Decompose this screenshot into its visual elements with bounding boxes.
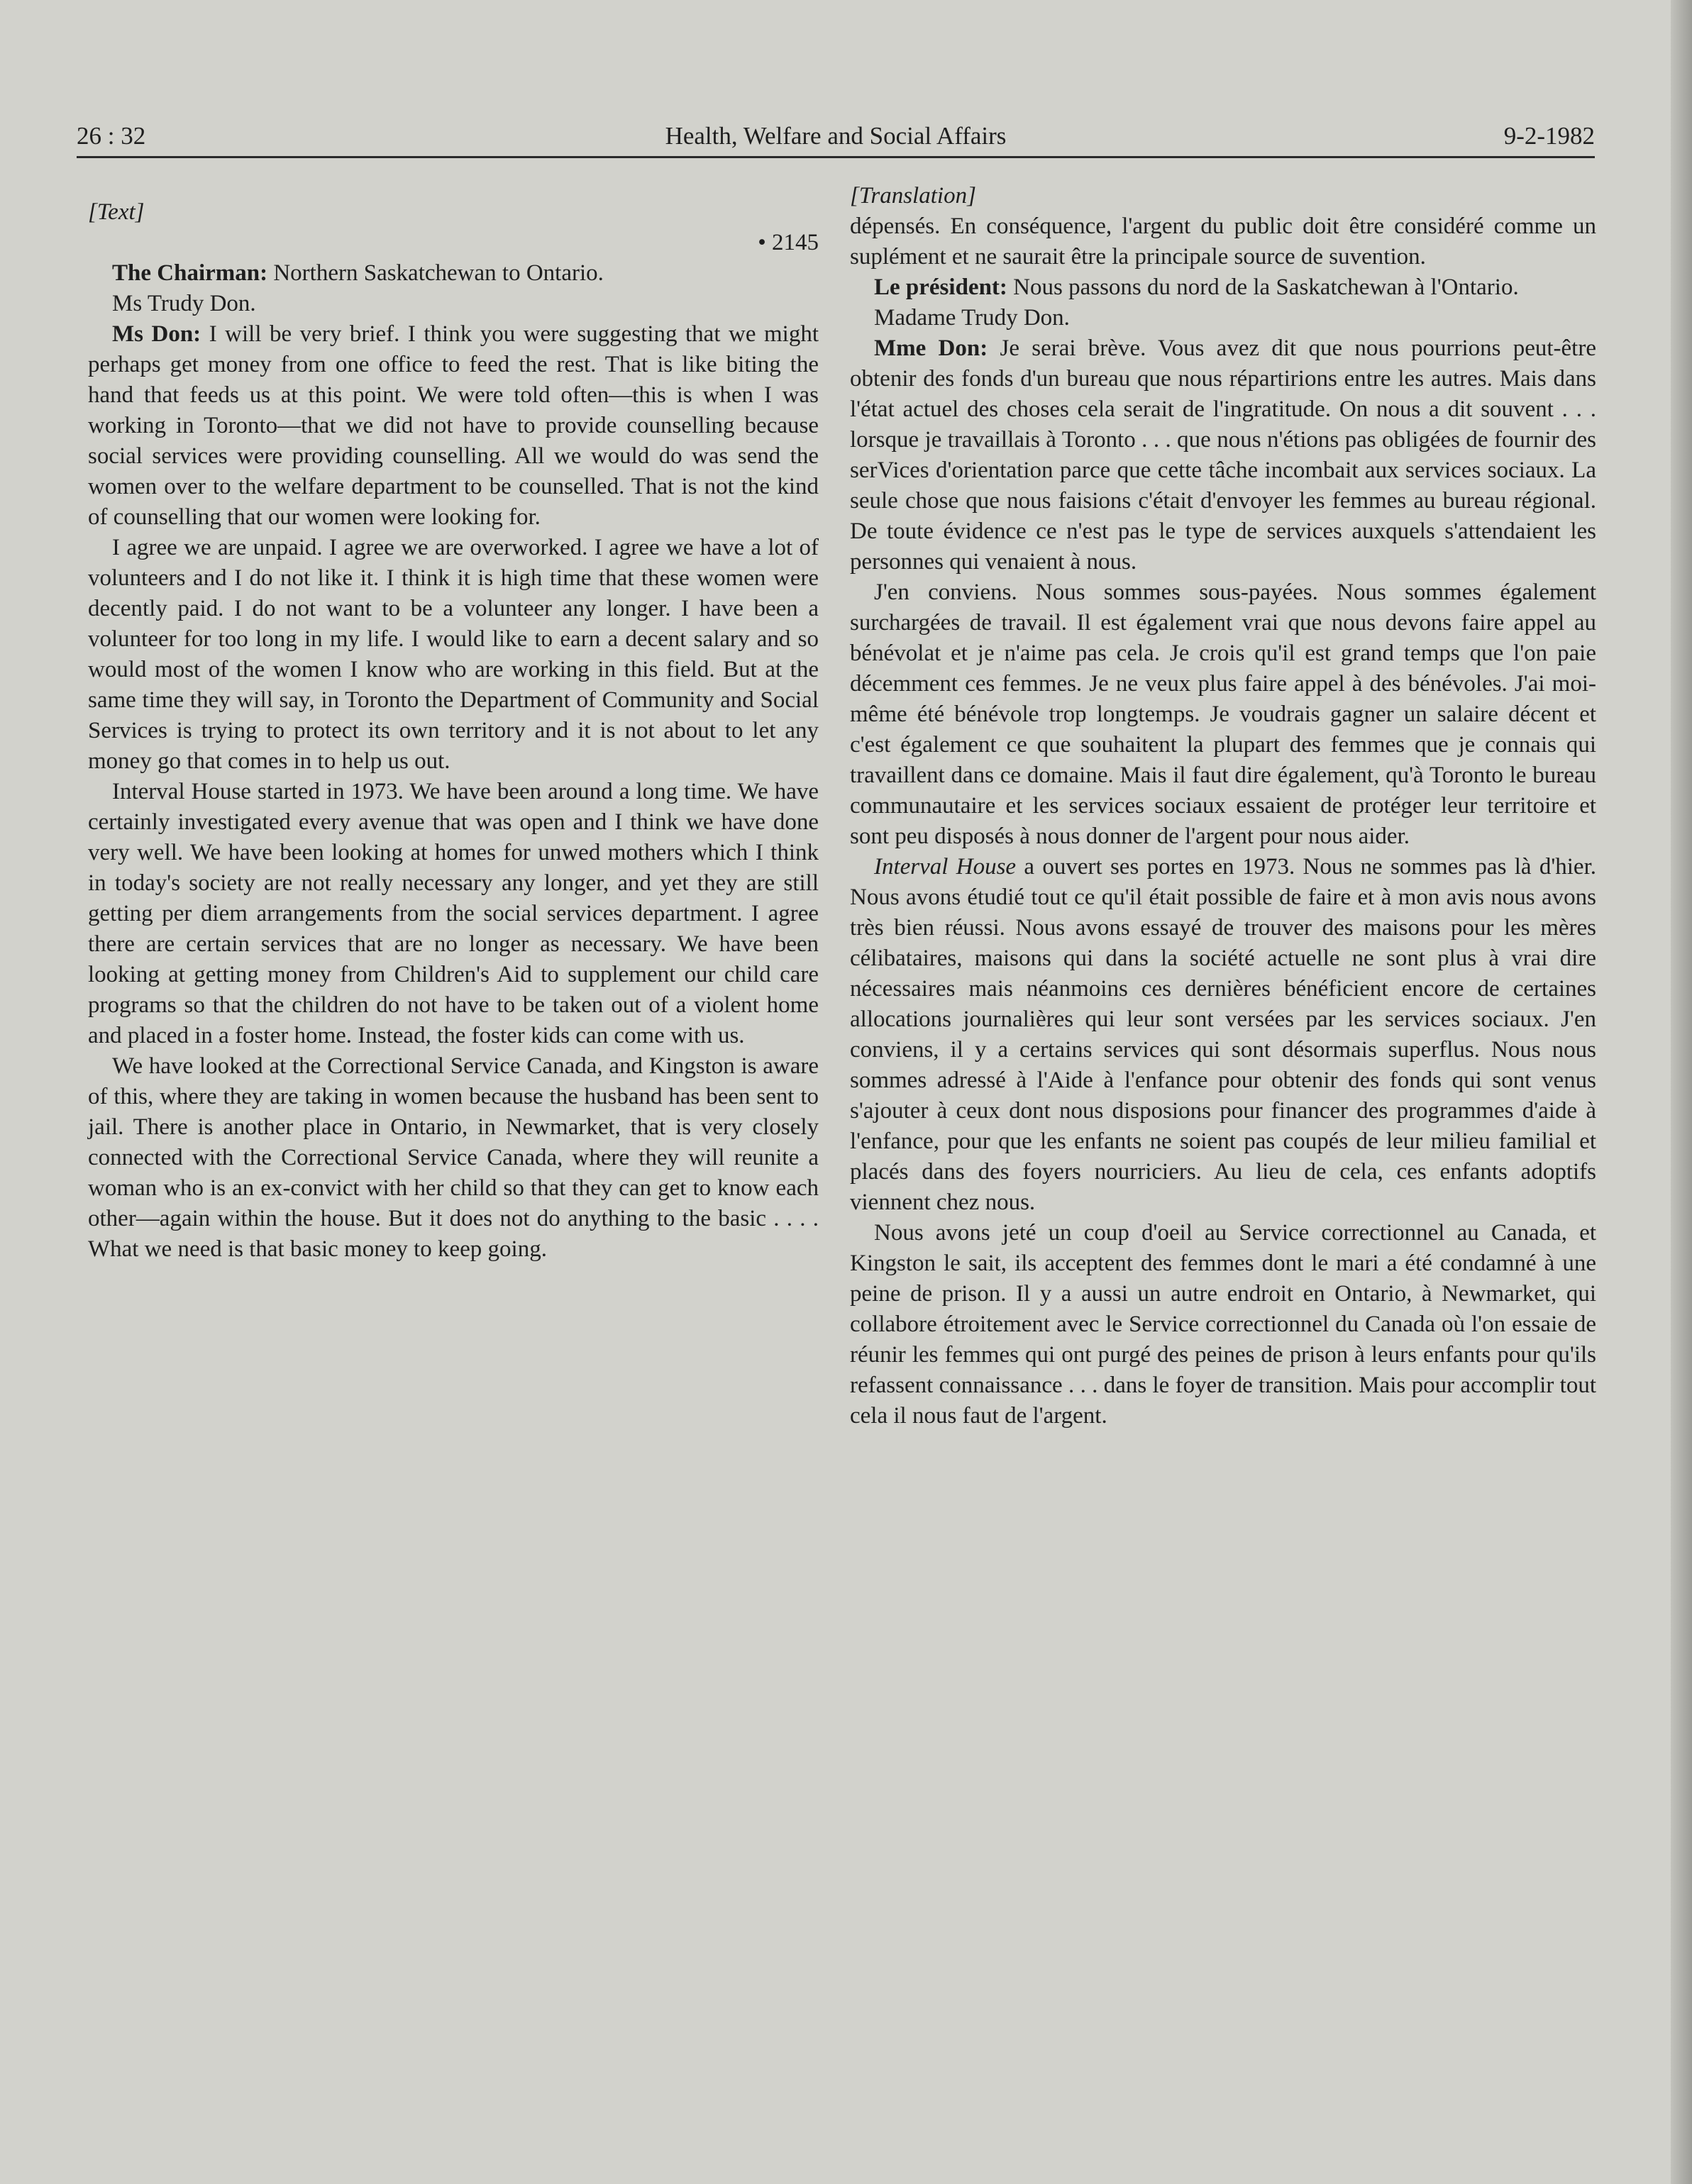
- speaker-name: Ms Don:: [112, 321, 201, 347]
- speaker-name: Le président:: [874, 275, 1007, 300]
- page-number: 26 : 32: [77, 122, 146, 150]
- speaker-introduction: Ms Trudy Don.: [112, 291, 256, 316]
- statement-text: I will be very brief. I think you were suggesting that we might perhaps get money from one office to feed the rest. That is like biting the hand that feeds us at this point. We were told often—this is when I was working in Toronto—that we did not have to provide counselling because social services were providing counselling. All we would do was send the women over to the welfare department to be counselled. That is not the kind of counselling that our women were looking for.: [88, 321, 819, 530]
- paragraph-text: a ouvert ses portes en 1973. Nous ne sommes pas là d'hier. Nous avons étudié tout ce qu'il était possible de faire et à mon avis nous avons très bien réussi. Nous avons essayé de trouver des maisons pour les mères célibataires, maisons qui dans la société actuelle ne sont plus à vrai dire nécessaires mais néanmoins ces dernières bénéficient encore de certaines allocations journalières qui leur sont versées par les services sociaux. J'en conviens, il y a certains services qui sont désormais superflus. Nous nous sommes adressé à l'Aide à l'enfance pour obtenir des fonds qui sont venus s'ajouter à ceux dont nous disposions pour financer des programmes d'aide à l'enfance, pour que les enfants ne soient pas coupés de leur milieu familial et placés dans des foyers nourriciers. Au lieu de cela, ces enfants adoptifs viennent chez nous.: [850, 854, 1596, 1215]
- paragraph-interval-house: Interval House started in 1973. We have been around a long time. We have certainly investigated every avenue that was open and I think we have done very well. We have been looking at homes for unwed mothers which I think in today's society are not really necessary any longer, and yet they are still getting per diem arrangements from the social services department. I agree there are certain services that are no longer as necessary. We have been looking at getting money from Children's Aid to supplement our child care programs so that the children do not have to be taken out of a violent home and placed in a foster home. Instead, the foster kids can come with us.: [88, 779, 819, 1048]
- paragraph-correctional: We have looked at the Correctional Service Canada, and Kingston is aware of this, where they are taking in women because the husband has been sent to jail. There is another place in Ontario, in Newmarket, that is very closely connected with the Correctional Service Canada, where they will reunite a woman who is an ex-convict with her child so that they can get to know each other—again within the house. But it does not do anything to the basic . . . . What we need is that basic money to keep going.: [88, 1053, 819, 1262]
- speaker-name: The Chairman:: [112, 260, 268, 286]
- speaker-name: Mme Don:: [874, 336, 988, 361]
- don-statement: [850, 333, 1596, 577]
- chairman-statement: [88, 258, 819, 289]
- french-column: [850, 181, 1596, 1431]
- paragraph-unpaid: I agree we are unpaid. I agree we are overworked. I agree we have a lot of volunteers and I do not like it. I think it is high time that these women were decently paid. I do not want to be a volunteer any longer. I have been a volunteer for too long in my life. I would like to earn a decent salary and so would most of the women I know who are working in this field. But at the same time they will say, in Toronto the Department of Community and Social Services is trying to protect its own territory and it is not about to let any money go that comes in to help us out.: [88, 535, 819, 774]
- time-marker: • 2145: [758, 230, 819, 255]
- publication-title: Health, Welfare and Social Affairs: [665, 122, 1007, 150]
- english-column: [88, 197, 819, 1265]
- paragraph-correctional: Nous avons jeté un coup d'oeil au Service correctionnel au Canada, et Kingston le sait, ils acceptent des femmes dont le mari a été condamné à une peine de prison. Il y a aussi un autre endroit en Ontario, à Newmarket, qui collabore étroitement avec le Service correctionnel du Canada où l'on essaie de réunir les femmes qui ont purgé des peines de prison à leurs enfants pour qu'ils refassent connaissance . . . dans le foyer de transition. Mais pour accomplir tout cela il nous faut de l'argent.: [850, 1220, 1596, 1429]
- continuation-paragraph: dépensés. En conséquence, l'argent du public doit être considéré comme un suplément et ne saurait être la principale source de suvention.: [850, 214, 1596, 270]
- header-date: 9-2-1982: [1503, 122, 1595, 150]
- statement-text: Northern Saskatchewan to Ontario.: [273, 260, 604, 286]
- paragraph-unpaid: J'en conviens. Nous sommes sous-payées. Nous sommes également surchargées de travail. Il est également vrai que nous devons faire appel au bénévolat et je n'aime pas cela. Je crois qu'il est grand temps que l'on paie décemment ces femmes. Je ne veux plus faire appel à des bénévoles. J'ai moi-même été bénévole trop longtemps. Je voudrais gagner un salaire décent et c'est également ce que souhaitent la plupart des femmes que je connais qui travaillent dans ce domaine. Mais il faut dire également, qu'à Toronto le bureau communautaire et les services sociaux essaient de protéger leur territoire et sont peu disposés à nous donner de l'argent pour nous aider.: [850, 580, 1596, 849]
- page-edge-shadow: [1671, 0, 1692, 2184]
- president-statement: [850, 272, 1596, 303]
- text-tag: [Text]: [88, 199, 145, 225]
- paragraph-interval-house: [850, 852, 1596, 1218]
- statement-text: Nous passons du nord de la Saskatchewan à l'Ontario.: [1013, 275, 1519, 300]
- speaker-introduction: Madame Trudy Don.: [874, 305, 1070, 331]
- don-statement: [88, 319, 819, 533]
- organization-name: Interval House: [874, 854, 1017, 880]
- statement-text: Je serai brève. Vous avez dit que nous pourrions peut-être obtenir des fonds d'un bureau que nous répartirions entre les autres. Mais dans l'état actuel des choses cela serait de l'ingratitude. On nous a dit souvent . . . lorsque je travaillais à Toronto . . . que nous n'étions pas obligées de fournir des serVices d'orientation parce que cette tâche incombait aux services sociaux. La seule chose que nous faisions c'était d'envoyer les femmes au bureau régional. De toute évidence ce n'est pas le type de services auxquels s'attendaient les personnes qui venaient à nous.: [850, 336, 1596, 575]
- page-header: [77, 106, 1595, 158]
- translation-tag: [Translation]: [850, 183, 976, 209]
